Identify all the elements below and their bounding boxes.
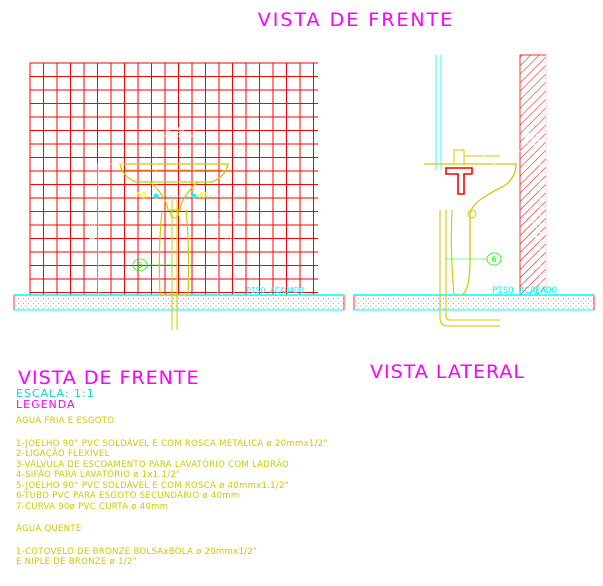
legend-item: 1-JOELHO 90° PVC SOLDÁVEL E COM ROSCA METÁLICA ø 20mmx1/2" — [16, 438, 328, 449]
front-sink-basin — [120, 164, 228, 182]
side-callout-4 — [476, 213, 516, 225]
dim-height-a-label: 0.50 — [208, 242, 217, 262]
svg-text:7: 7 — [390, 317, 396, 326]
side-faucet — [446, 168, 472, 194]
legend — [16, 388, 328, 568]
front-view-title: VISTA DE FRENTE — [18, 367, 200, 389]
side-view — [354, 55, 594, 327]
side-callout-6 — [446, 253, 501, 265]
side-callout-7 — [386, 315, 440, 327]
legend-cold-list — [16, 439, 328, 513]
legend-item: 4-SIFÃO PARA LAVATÓRIO ø 1x1.1/2" — [16, 470, 181, 480]
legend-heading: LEGENDA — [16, 398, 76, 411]
front-floor-slab — [14, 295, 344, 310]
svg-text:7: 7 — [121, 317, 127, 326]
svg-text:2: 2 — [508, 135, 514, 144]
legend-item: 7-CURVA 90ø PVC CURTA ø 40mm — [16, 501, 169, 512]
aq-label: AQ — [136, 191, 146, 200]
main-title: VISTA DE FRENTE — [257, 9, 455, 31]
front-callout-6 — [133, 259, 172, 271]
svg-text:1: 1 — [398, 164, 404, 173]
side-pedestal — [451, 210, 454, 295]
svg-text:5: 5 — [390, 180, 396, 189]
svg-text:6: 6 — [137, 261, 143, 270]
side-sink-profile — [424, 164, 516, 295]
dim-width-label: 0.20 — [165, 126, 185, 135]
legend-item: 6-TUBO PVC PARA ESGOTO SECUNDÁRIO ø 40mm — [16, 491, 240, 501]
dim-height-b-label: 0.60 — [224, 230, 233, 250]
side-callout-1 — [394, 162, 438, 196]
side-dim-a-label: 0.60 — [372, 238, 381, 258]
front-callout-7 — [117, 315, 174, 327]
legend-item: 3-VÁLVULA DE ESCOAMENTO PARA LAVATÓRIO COM LADRÃO — [16, 459, 290, 470]
lateral-view-title: VISTA LATERAL — [370, 361, 525, 383]
svg-text:6: 6 — [491, 255, 497, 264]
af-label: AF — [199, 191, 209, 200]
side-dim-b-label: 0.50 — [400, 238, 409, 258]
legend-cold-heading: ÁGUA FRIA E ESGOTO — [16, 416, 115, 426]
svg-text:3: 3 — [529, 135, 535, 144]
dim-height-total-label: 0.80 — [88, 222, 97, 242]
legend-item: 5-JOELHO 90° PVC SOLDÁVEL E COM ROSCA ø 40mmx1.1/2" — [16, 480, 289, 491]
aq-point — [154, 194, 159, 199]
side-floor-label: PISO ACABADO — [492, 286, 558, 296]
side-dim-c-label: 0.88 — [530, 218, 539, 238]
svg-text:4: 4 — [506, 215, 512, 224]
legend-item: 1-COTOVELO DE BRONZE BOLSAxBOLA ø 20mmx1/2" — [16, 546, 258, 557]
tile-wall — [30, 63, 318, 295]
side-trap — [468, 210, 476, 218]
side-callout-5 — [386, 178, 440, 206]
side-wall-hatch — [520, 55, 546, 295]
side-floor-slab — [354, 295, 594, 310]
legend-item: E NIPLE DE BRONZE ø 1/2" — [16, 557, 137, 567]
legend-hot-heading: ÁGUA QUENTE — [16, 524, 82, 534]
front-floor-label: PISO ACABADO — [246, 286, 304, 295]
legend-item: 2-LIGAÇÃO FLEXÍVEL — [16, 449, 110, 459]
side-valve — [454, 150, 464, 164]
front-view — [14, 63, 344, 330]
af-point — [192, 194, 197, 199]
legend-hot-list — [16, 547, 328, 568]
legend-scale: ESCALA: 1:1 — [16, 387, 95, 400]
